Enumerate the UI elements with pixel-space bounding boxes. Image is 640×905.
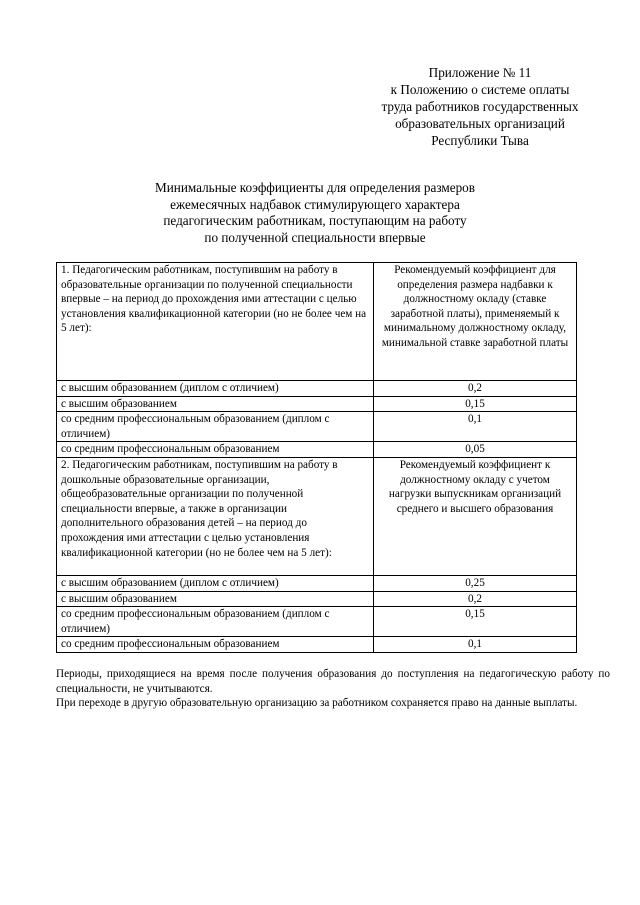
appendix-header bbox=[360, 64, 600, 149]
section1-header-row bbox=[57, 263, 577, 381]
notes bbox=[56, 667, 610, 711]
row-label: со средним профессиональным образованием bbox=[57, 637, 374, 653]
row-value: 0,2 bbox=[374, 381, 577, 397]
appendix-line: образовательных организаций bbox=[395, 116, 565, 131]
row-label: с высшим образованием bbox=[57, 591, 374, 607]
coefficients-table bbox=[56, 262, 577, 653]
appendix-line: к Положению о системе оплаты bbox=[390, 82, 570, 97]
row-value: 0,05 bbox=[374, 442, 577, 458]
row-label: с высшим образованием (диплом с отличием) bbox=[57, 381, 374, 397]
table-row bbox=[57, 381, 577, 397]
table-row bbox=[57, 591, 577, 607]
appendix-line: Приложение № 11 bbox=[428, 65, 532, 80]
row-label: с высшим образованием (диплом с отличием) bbox=[57, 575, 374, 591]
row-value: 0,15 bbox=[374, 396, 577, 412]
section1-header-right: Рекомендуемый коэффициент для определения размера надбавки к должностному окладу (ставке заработной платы), применяемый к минимальному должностному окладу, минимальной ставке заработной платы bbox=[374, 263, 577, 381]
table-row bbox=[57, 607, 577, 637]
row-value: 0,2 bbox=[374, 591, 577, 607]
row-label: со средним профессиональным образованием (диплом с отличием) bbox=[57, 607, 374, 637]
row-value: 0,15 bbox=[374, 607, 577, 637]
section1-header-left: 1. Педагогическим работникам, поступившим на работу в образовательные организации по полученной специальности впервые – на период до прохождения ими аттестации с целью установления квалификационной категории (но не более чем на 5 лет): bbox=[57, 263, 374, 381]
table-row bbox=[57, 396, 577, 412]
note-paragraph: При переходе в другую образовательную организацию за работником сохраняется право на данные выплаты. bbox=[56, 697, 578, 710]
row-label: с высшим образованием bbox=[57, 396, 374, 412]
title-line: по полученной специальности впервые bbox=[204, 229, 426, 245]
section2-header-left: 2. Педагогическим работникам, поступившим на работу в дошкольные образовательные организации, общеобразовательные организации по полученной специальности впервые, а также в организации дополнительного образования детей – на период до прохождения ими аттестации с целью установления квалификационной категории (но не более чем на 5 лет): bbox=[57, 457, 374, 575]
row-value: 0,1 bbox=[374, 637, 577, 653]
document-title bbox=[60, 180, 570, 246]
section2-header-row bbox=[57, 457, 577, 575]
note-paragraph: Периоды, приходящиеся на время после получения образования до поступления на педагогическую работу по специальности, не учитываются. bbox=[56, 668, 610, 695]
table-row bbox=[57, 412, 577, 442]
row-label: со средним профессиональным образованием (диплом с отличием) bbox=[57, 412, 374, 442]
title-line: ежемесячных надбавок стимулирующего характера bbox=[170, 196, 460, 212]
title-line: педагогическим работникам, поступающим на работу bbox=[163, 213, 467, 228]
table-row bbox=[57, 442, 577, 458]
appendix-line: Республики Тыва bbox=[431, 133, 529, 148]
section2-header-right: Рекомендуемый коэффициент к должностному окладу с учетом нагрузки выпускникам организаций среднего и высшего образования bbox=[374, 457, 577, 575]
row-label: со средним профессиональным образованием bbox=[57, 442, 374, 458]
row-value: 0,1 bbox=[374, 412, 577, 442]
table-row bbox=[57, 637, 577, 653]
row-value: 0,25 bbox=[374, 575, 577, 591]
table-row bbox=[57, 575, 577, 591]
title-line: Минимальные коэффициенты для определения размеров bbox=[154, 180, 475, 195]
appendix-line: труда работников государственных bbox=[381, 99, 579, 114]
